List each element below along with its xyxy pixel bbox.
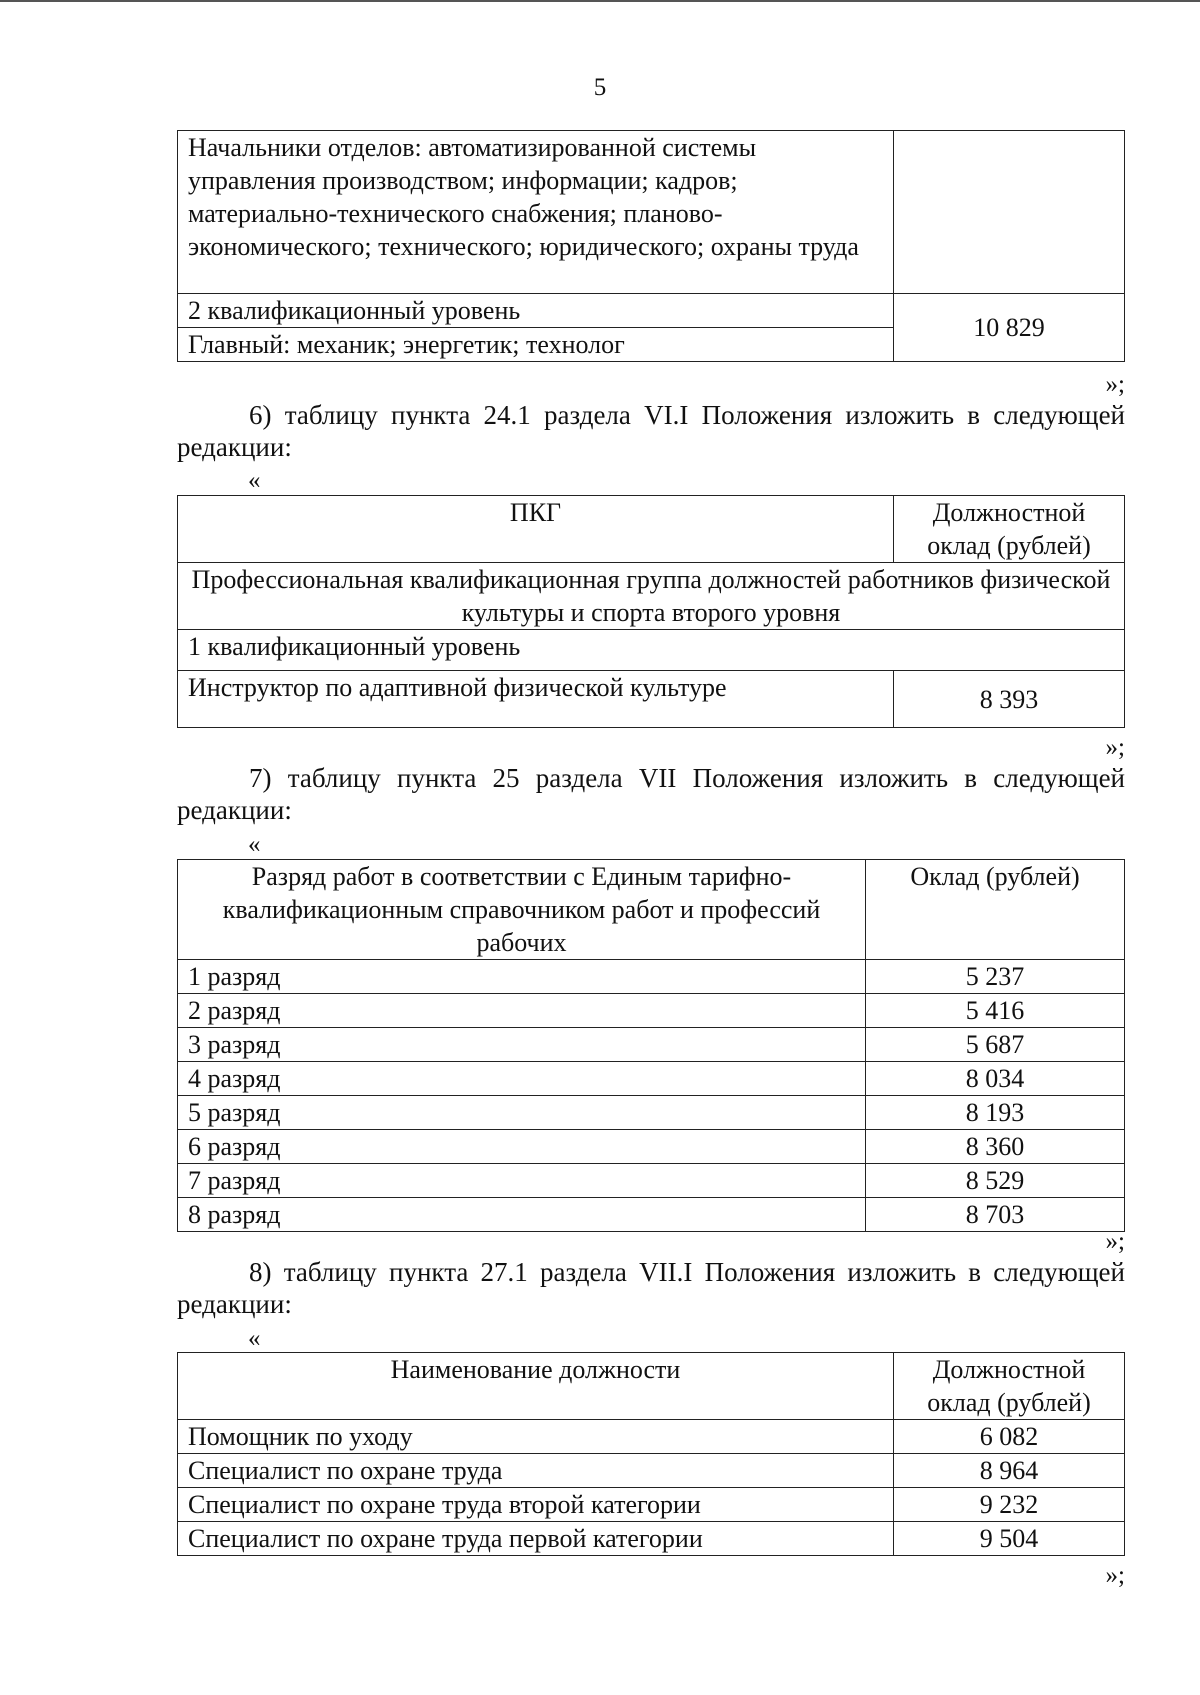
- page-number: 5: [593, 74, 607, 101]
- table-cell-value: 8 393: [894, 671, 1125, 728]
- table-cell-name: 6 разряд: [178, 1130, 866, 1164]
- header-cell: Оклад (рублей): [866, 860, 1125, 960]
- table-cell-name: 4 разряд: [178, 1062, 866, 1096]
- table-item-6: [177, 495, 1125, 728]
- table-header-row: [178, 1353, 1125, 1420]
- table-cell-value: 6 082: [894, 1420, 1125, 1454]
- table-cell-value: 8 193: [866, 1096, 1125, 1130]
- table-cell-name: Главный: механик; энергетик; технолог: [178, 328, 894, 362]
- table-row: [178, 1522, 1125, 1556]
- table-cell-name: Специалист по охране труда первой категории: [178, 1522, 894, 1556]
- table-cell-value: 10 829: [894, 294, 1125, 362]
- table-cell-value: [894, 131, 1125, 294]
- table-cell-value: 9 232: [894, 1488, 1125, 1522]
- table-cell-name: Начальники отделов: автоматизированной системы управления производством; информации; кадров; материально-технического снабжения; планово-экономического; технического; юридического; охраны труда: [178, 131, 894, 294]
- table-cell-name: 3 разряд: [178, 1028, 866, 1062]
- paragraph-item-7: [177, 762, 1125, 826]
- table-row: [178, 1420, 1125, 1454]
- table-cell-name: Специалист по охране труда: [178, 1454, 894, 1488]
- table-cell-value: 9 504: [894, 1522, 1125, 1556]
- table-row: [178, 1198, 1125, 1232]
- close-quote: »;: [1105, 1228, 1125, 1255]
- table-cell-value: 5 237: [866, 960, 1125, 994]
- header-cell: Разряд работ в соответствии с Единым тарифно-квалификационным справочником работ и профессий рабочих: [178, 860, 866, 960]
- header-cell: Должностной оклад (рублей): [894, 1353, 1125, 1420]
- paragraph-line: 8) таблицу пункта 27.1 раздела VII.I Положения изложить в следующей: [249, 1257, 1125, 1287]
- table-continued: [177, 130, 1125, 362]
- table-row: [178, 1164, 1125, 1198]
- close-quote: »;: [1105, 371, 1125, 398]
- table-cell-value: 5 687: [866, 1028, 1125, 1062]
- close-quote: »;: [1105, 1562, 1125, 1589]
- open-quote: «: [248, 467, 261, 494]
- table-cell-name: Специалист по охране труда второй категории: [178, 1488, 894, 1522]
- table-row: [178, 671, 1125, 728]
- table-row: [178, 1062, 1125, 1096]
- table-row: [178, 1488, 1125, 1522]
- table-cell-value: 8 703: [866, 1198, 1125, 1232]
- paragraph-line: 6) таблицу пункта 24.1 раздела VI.I Положения изложить в следующей: [249, 400, 1125, 430]
- paragraph-line: редакции:: [177, 795, 292, 825]
- header-cell: Наименование должности: [178, 1353, 894, 1420]
- table-row: [178, 1130, 1125, 1164]
- table-cell-value: 8 034: [866, 1062, 1125, 1096]
- table-row: [178, 294, 1125, 328]
- close-quote: »;: [1105, 734, 1125, 761]
- table-row: [178, 994, 1125, 1028]
- header-cell: Должностной оклад (рублей): [894, 496, 1125, 563]
- table-row: [178, 1454, 1125, 1488]
- open-quote: «: [248, 831, 261, 858]
- table-item-7: [177, 859, 1125, 1232]
- table-cell-name: 7 разряд: [178, 1164, 866, 1198]
- table-cell-value: 8 964: [894, 1454, 1125, 1488]
- table-cell-name: Инструктор по адаптивной физической культуре: [178, 671, 894, 728]
- table-row: [178, 630, 1125, 671]
- table-header-row: [178, 496, 1125, 563]
- table-cell-value: 5 416: [866, 994, 1125, 1028]
- table-cell-name: 1 разряд: [178, 960, 866, 994]
- level-cell: 1 квалификационный уровень: [178, 630, 1125, 671]
- table-item-8: [177, 1352, 1125, 1556]
- header-cell: ПКГ: [178, 496, 894, 563]
- table-cell-name: 2 разряд: [178, 994, 866, 1028]
- table-cell-value: 8 360: [866, 1130, 1125, 1164]
- table-row: [178, 1096, 1125, 1130]
- paragraph-item-8: [177, 1256, 1125, 1320]
- paragraph-line: 7) таблицу пункта 25 раздела VII Положения изложить в следующей: [249, 763, 1125, 793]
- table-header-row: [178, 860, 1125, 960]
- paragraph-item-6: [177, 399, 1125, 463]
- table-cell-name: 5 разряд: [178, 1096, 866, 1130]
- group-title-cell: Профессиональная квалификационная группа должностей работников физической культуры и спорта второго уровня: [178, 563, 1125, 630]
- table-cell-name: 8 разряд: [178, 1198, 866, 1232]
- paragraph-line: редакции:: [177, 1289, 292, 1319]
- table-cell-name: Помощник по уходу: [178, 1420, 894, 1454]
- table-cell-name: 2 квалификационный уровень: [178, 294, 894, 328]
- open-quote: «: [248, 1325, 261, 1352]
- paragraph-line: редакции:: [177, 432, 292, 462]
- table-row: [178, 563, 1125, 630]
- table-row: [178, 1028, 1125, 1062]
- table-row: [178, 960, 1125, 994]
- top-rule: [0, 0, 1200, 2]
- table-row: [178, 131, 1125, 294]
- table-cell-value: 8 529: [866, 1164, 1125, 1198]
